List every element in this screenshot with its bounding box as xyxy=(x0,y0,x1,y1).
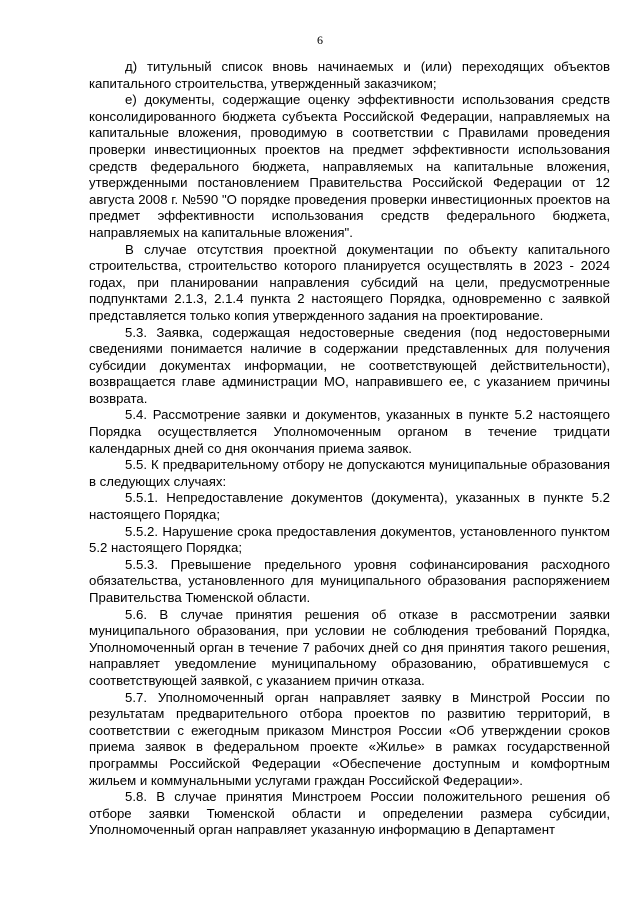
paragraph-5-7: 5.7. Уполномоченный орган направляет заявку в Минстрой России по результатам предварительного отбора проектов по развитию территорий, в соответствии с ежегодным приказом Минстроя России «Об утверждении сроков приема заявок в федеральном проекте «Жилье» в рамках государственной программы Российской Федерации «Обеспечение доступным и комфортным жильем и коммунальными услугами граждан Российской Федерации». xyxy=(89,689,610,788)
paragraph-5-4: 5.4. Рассмотрение заявки и документов, указанных в пункте 5.2 настоящего Порядка осуществляется Уполномоченным органом в течение тридцати календарных дней со дня окончания приема заявок. xyxy=(89,407,610,456)
paragraph-5-5: 5.5. К предварительному отбору не допускаются муниципальные образования в следующих случаях: xyxy=(89,457,610,489)
paragraph-5-6: 5.6. В случае принятия решения об отказе в рассмотрении заявки муниципального образования, при условии не соблюдения требований Порядка, Уполномоченный орган в течение 7 рабочих дней со дня принятия такого решения, направляет уведомление муниципальному образованию, обратившемуся с соответствующей заявкой, с указанием причин отказа. xyxy=(89,606,610,688)
paragraph-d-title-list: д) титульный список вновь начинаемых и (или) переходящих объектов капитального строительства, утвержденный заказчиком; xyxy=(89,59,610,91)
paragraph-5-5-2: 5.5.2. Нарушение срока предоставления документов, установленного пунктом 5.2 настоящего Порядка; xyxy=(89,523,610,556)
paragraph-5-3: 5.3. Заявка, содержащая недостоверные сведения (под недостоверными сведениями понимается наличие в содержании представленных для получения субсидии документах информации, не соответствующей действительности), возвращается главе администрации МО, направившего ее, с указанием причины возврата. xyxy=(89,324,610,406)
paragraph-5-5-1: 5.5.1. Непредоставление документов (документа), указанных в пункте 5.2 настоящего Порядка; xyxy=(89,490,610,523)
paragraph-no-project-documentation: В случае отсутствия проектной документации по объекту капитального строительства, строительство которого планируется осуществлять в 2023 - 2024 годах, при планировании направления субсидий на цели, предусмотренные подпунктами 2.1.3, 2.1.4 пункта 2 настоящего Порядка, одновременно с заявкой представляется только копия утвержденного задания на проектирование. xyxy=(89,241,610,323)
paragraph-e-efficiency-documents: е) документы, содержащие оценку эффективности использования средств консолидированного бюджета субъекта Российской Федерации, направляемых на капитальные вложения, проводимую в соответствии с Правилами проведения проверки инвестиционных проектов на предмет эффективности использования средств федерального бюджета, направляемых на капитальные вложения, утвержденными постановлением Правительства Российской Федерации от 12 августа 2008 г. №590 "О порядке проведения проверки инвестиционных проектов на предмет эффективности использования средств федерального бюджета, направляемых на капитальные вложения". xyxy=(89,92,610,240)
document-body xyxy=(89,59,610,839)
paragraph-5-5-3: 5.5.3. Превышение предельного уровня софинансирования расходного обязательства, установленного для муниципального образования распоряжением Правительства Тюменской области. xyxy=(89,556,610,605)
page-number: 6 xyxy=(317,33,323,47)
paragraph-5-8: 5.8. В случае принятия Минстроем России положительного решения об отборе заявки Тюменской области и определении размера субсидии, Уполномоченный орган направляет указанную информацию в Департамент xyxy=(89,789,610,838)
